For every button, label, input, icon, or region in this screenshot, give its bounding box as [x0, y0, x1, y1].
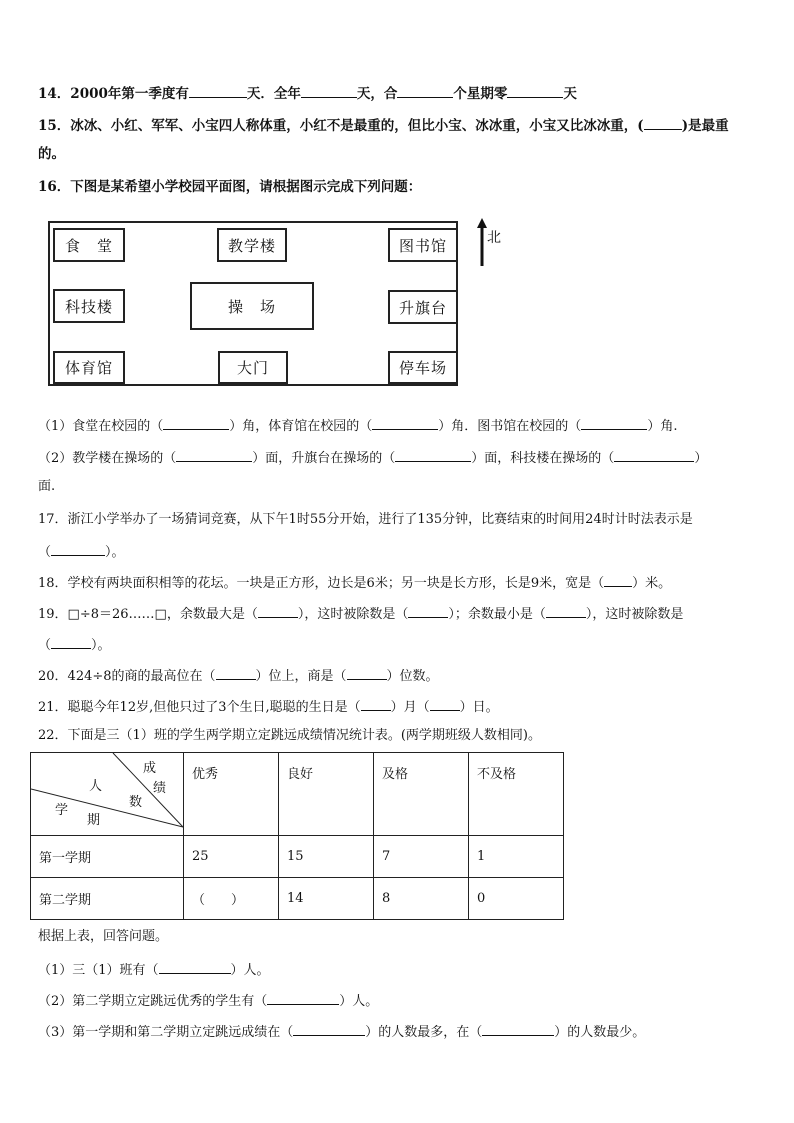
answer-blank[interactable]	[372, 415, 438, 430]
answer-blank[interactable]	[159, 959, 231, 974]
map-tech-building: 科技楼	[53, 289, 125, 323]
column-header: 优秀	[184, 753, 279, 836]
map-library: 图书馆	[388, 228, 458, 262]
table-cell: 0	[469, 878, 564, 920]
map-playground: 操 场	[190, 282, 314, 330]
column-header: 良好	[279, 753, 374, 836]
question-19: 19．□÷8＝26……□，余数最大是（ ），这时被除数是（ ）；余数最小是（ ），这时被除数是	[38, 603, 683, 624]
column-header: 不及格	[469, 753, 564, 836]
table-cell: 25	[184, 836, 279, 878]
answer-blank[interactable]	[546, 603, 586, 618]
answer-blank[interactable]	[293, 1021, 365, 1036]
question-19-continued: （ ）。	[38, 634, 111, 655]
answer-blank[interactable]	[347, 665, 387, 680]
question-21: 21．聪聪今年12岁,但他只过了3个生日,聪聪的生日是（ ）月（ ）日。	[38, 696, 499, 717]
answer-blank[interactable]	[361, 696, 391, 711]
map-parking: 停车场	[388, 351, 458, 384]
table-row	[31, 836, 564, 878]
table-header-row	[31, 753, 564, 836]
answer-blank[interactable]	[258, 603, 298, 618]
answer-blank[interactable]	[301, 83, 357, 98]
question-22: 22．下面是三（1）班的学生两学期立定跳远成绩情况统计表。(两学期班级人数相同)。	[38, 728, 541, 743]
question-16: 16．下图是某希望小学校园平面图，请根据图示完成下列问题：	[38, 179, 422, 195]
row-label: 第二学期	[31, 878, 184, 920]
table-cell: 14	[279, 878, 374, 920]
answer-blank[interactable]	[176, 447, 252, 462]
answer-blank[interactable]	[51, 634, 91, 649]
stats-table	[30, 752, 564, 920]
column-header: 及格	[374, 753, 469, 836]
answer-blank[interactable]	[408, 603, 448, 618]
row-label: 第一学期	[31, 836, 184, 878]
answer-blank[interactable]	[581, 415, 647, 430]
answer-blank[interactable]	[216, 665, 256, 680]
question-16-2: （2）教学楼在操场的（ ）面，升旗台在操场的（ ）面，科技楼在操场的（ ）	[38, 447, 707, 468]
answer-blank[interactable]	[189, 83, 247, 98]
answer-blank[interactable]	[614, 447, 694, 462]
diagonal-header-cell: 成 绩 人 数 学 期	[31, 753, 184, 836]
question-18: 18．学校有两块面积相等的花坛。一块是正方形，边长是6米；另一块是长方形，长是9米，宽是（ ）米。	[38, 572, 671, 593]
map-flagpole: 升旗台	[388, 290, 458, 324]
question-16-2-continued: 面.	[38, 479, 56, 494]
table-row	[31, 878, 564, 920]
answer-blank[interactable]	[51, 541, 105, 556]
question-22-prompt: 根据上表，回答问题。	[38, 929, 169, 944]
answer-blank[interactable]	[430, 696, 460, 711]
question-17: 17．浙江小学举办了一场猜词竞赛，从下午1时55分开始，进行了135分钟，比赛结束的时间用24时计时法表示是	[38, 512, 693, 527]
question-14: 14．2000年第一季度有 天．全年 天，合 个星期零 天	[38, 83, 577, 103]
table-cell: 15	[279, 836, 374, 878]
campus-map	[48, 221, 458, 386]
table-cell: 8	[374, 878, 469, 920]
map-gate: 大门	[218, 351, 288, 384]
answer-blank[interactable]	[482, 1021, 554, 1036]
answer-blank[interactable]	[604, 572, 632, 587]
answer-blank[interactable]	[395, 447, 471, 462]
answer-blank[interactable]	[267, 990, 339, 1005]
answer-cell[interactable]: （ ）	[184, 878, 279, 920]
question-22-1: （1）三（1）班有（ ）人。	[38, 959, 270, 980]
question-22-3: （3）第一学期和第二学期立定跳远成绩在（ ）的人数最多，在（ ）的人数最少。	[38, 1021, 645, 1042]
question-16-1: （1）食堂在校园的（ ）角，体育馆在校园的（ ）角．图书馆在校园的（ ）角.	[38, 415, 677, 436]
question-20: 20．424÷8的商的最高位在（ ）位上，商是（ ）位数。	[38, 665, 439, 686]
question-17-continued: （ ）。	[38, 541, 125, 562]
map-gym: 体育馆	[53, 351, 125, 384]
question-15: 15．冰冰、小红、军军、小宝四人称体重，小红不是最重的，但比小宝、冰冰重，小宝又比冰冰重，( )是最重	[38, 115, 729, 135]
answer-blank[interactable]	[644, 115, 682, 130]
north-label: 北	[487, 230, 501, 246]
table-cell: 1	[469, 836, 564, 878]
answer-blank[interactable]	[163, 415, 229, 430]
map-canteen: 食 堂	[53, 228, 125, 262]
answer-blank[interactable]	[507, 83, 563, 98]
table-cell: 7	[374, 836, 469, 878]
answer-blank[interactable]	[397, 83, 453, 98]
map-teaching-building: 教学楼	[217, 228, 287, 262]
question-15-continued: 的。	[38, 146, 65, 162]
question-22-2: （2）第二学期立定跳远优秀的学生有（ ）人。	[38, 990, 378, 1011]
